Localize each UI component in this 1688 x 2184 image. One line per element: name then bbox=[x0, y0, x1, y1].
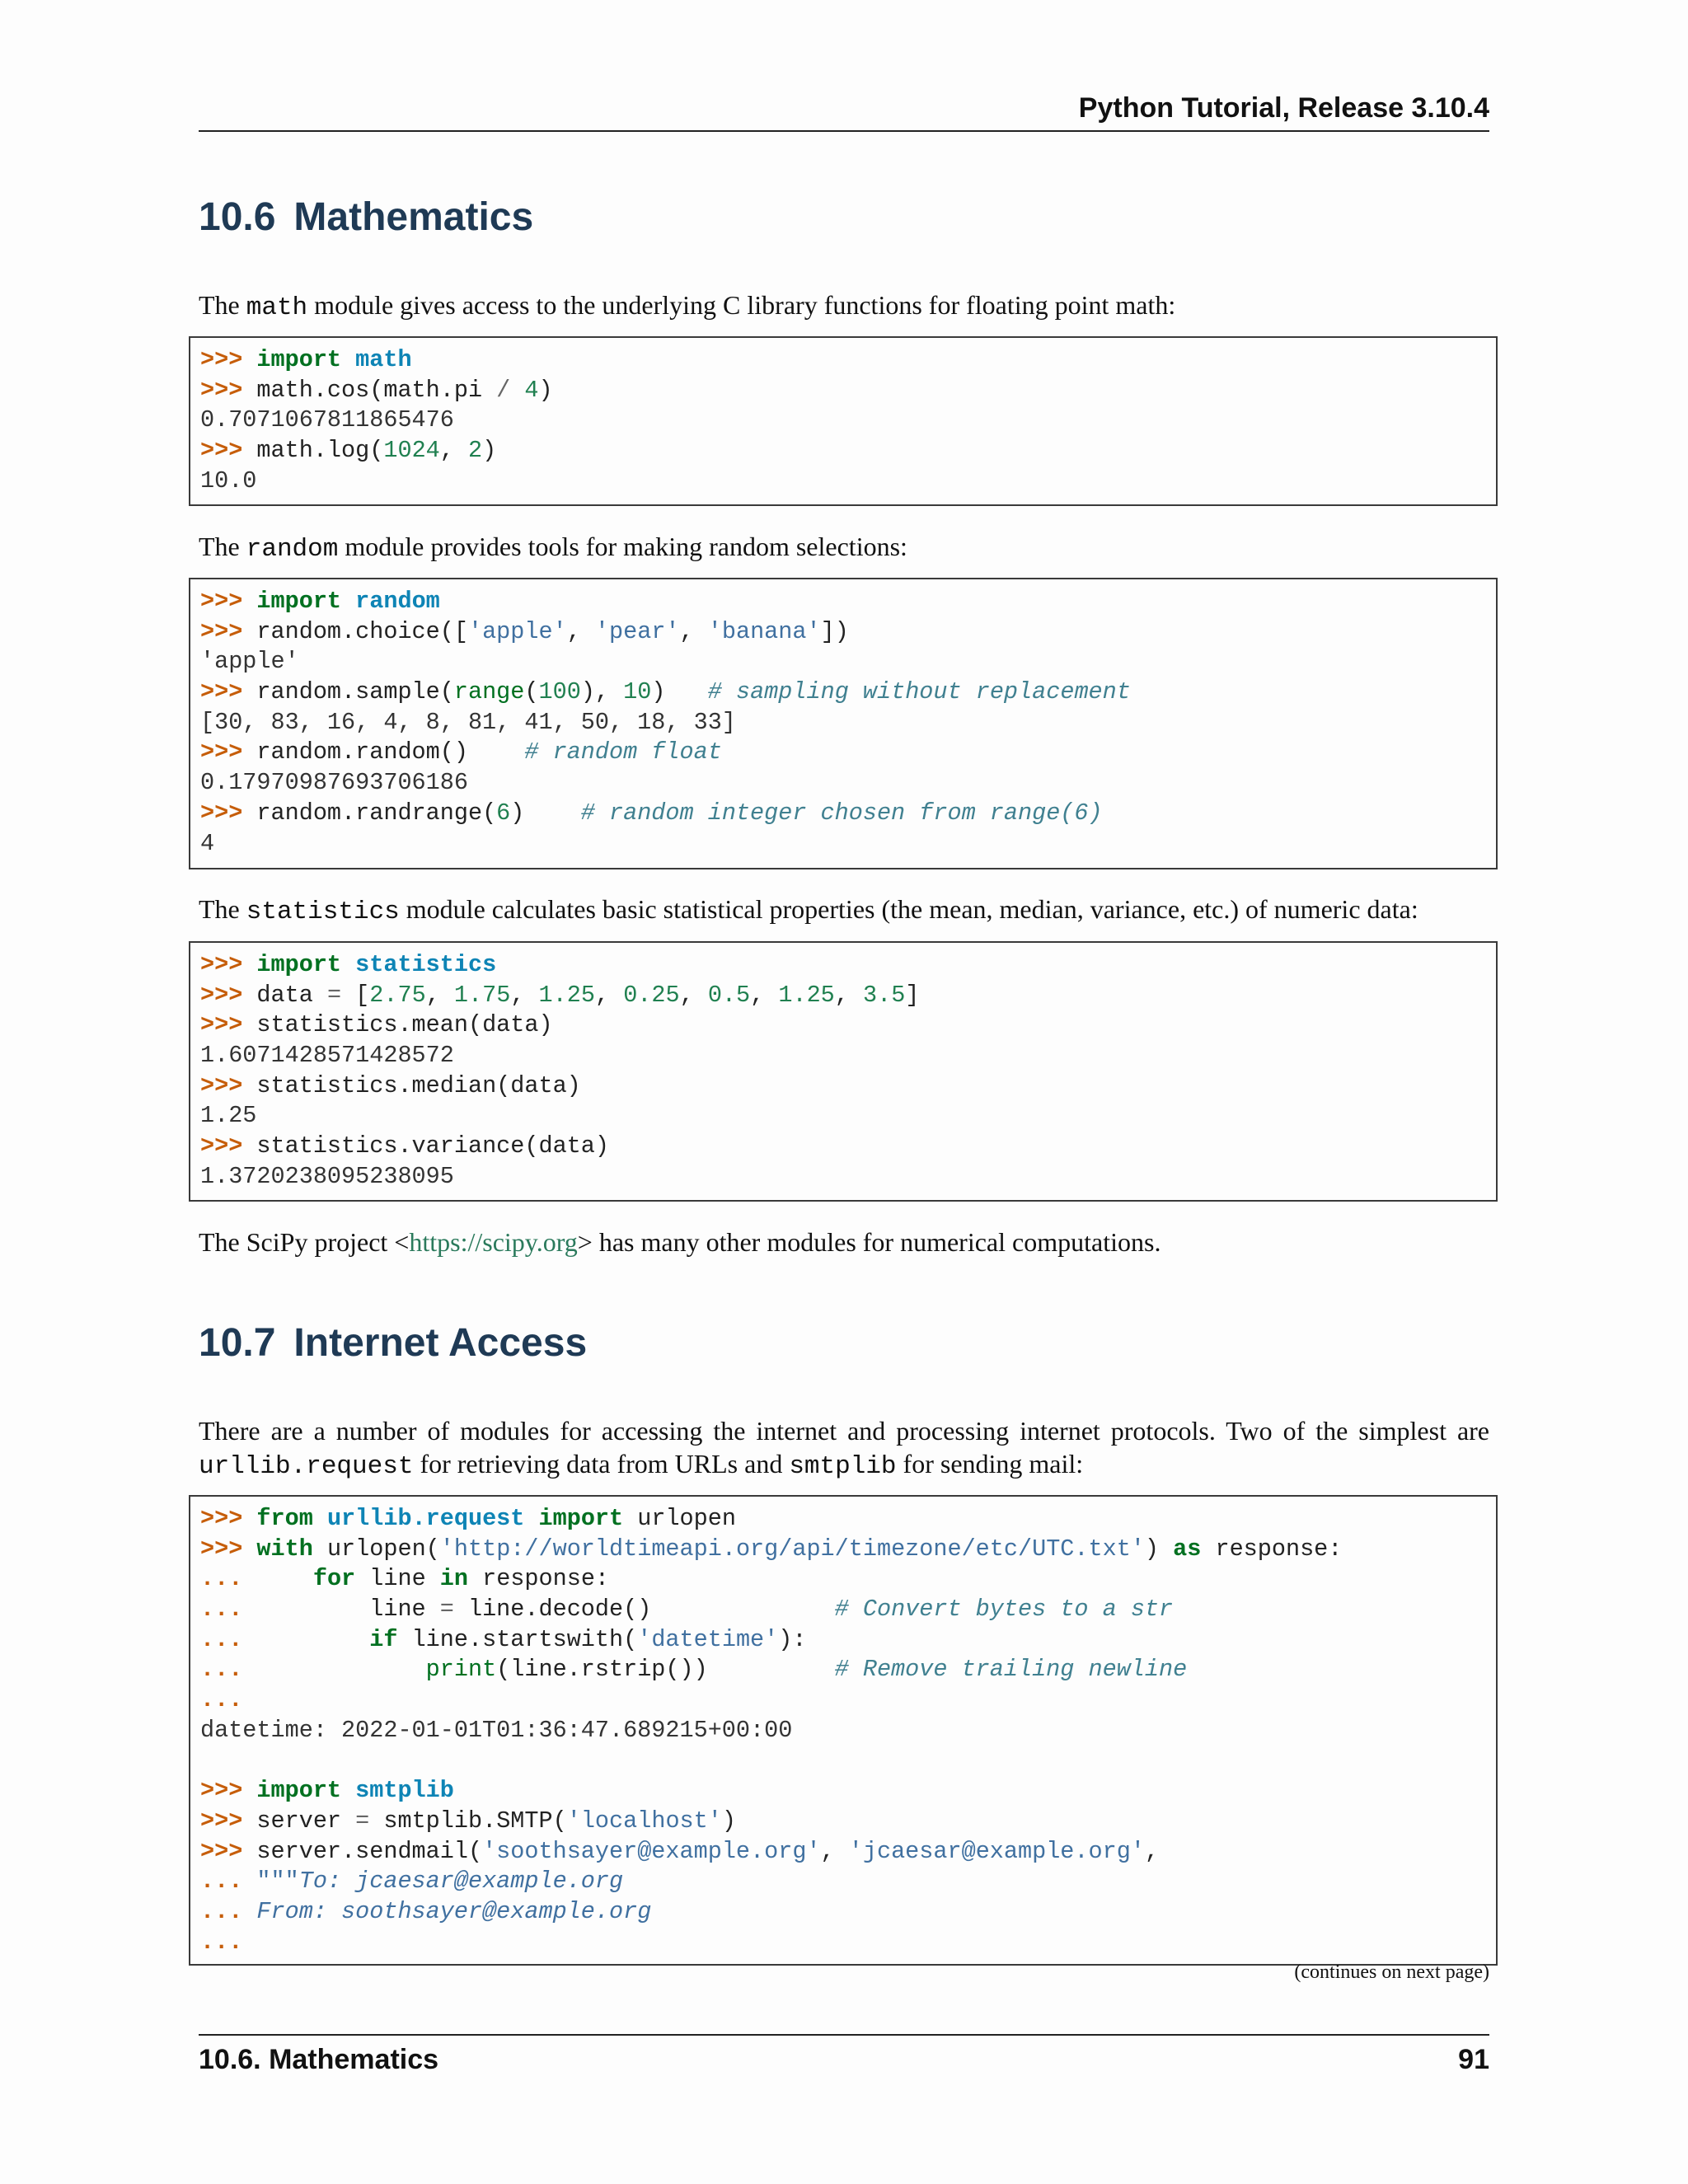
code-line bbox=[200, 436, 1486, 466]
section-heading-internet-access bbox=[199, 1320, 587, 1366]
code-token: line bbox=[256, 1596, 440, 1624]
output-token: 'apple' bbox=[200, 648, 299, 676]
prompt-token: ... bbox=[200, 1565, 257, 1593]
prompt-token: >>> bbox=[200, 1535, 257, 1563]
keyword-token: import bbox=[256, 588, 342, 615]
module-name-token: urllib.request bbox=[326, 1505, 525, 1532]
string-token: 'banana' bbox=[707, 617, 821, 645]
number-token: 6 bbox=[496, 799, 511, 827]
section-title: Mathematics bbox=[293, 195, 534, 239]
code-token: urlopen bbox=[623, 1505, 736, 1532]
number-token: 0.5 bbox=[707, 981, 751, 1009]
code-block-math bbox=[189, 336, 1498, 506]
prompt-token: ... bbox=[200, 1596, 257, 1624]
string-token: 'datetime' bbox=[637, 1625, 779, 1653]
code-line bbox=[200, 950, 1486, 981]
prompt-token: >>> bbox=[200, 951, 257, 978]
code-token: statistics.median(data) bbox=[256, 1071, 581, 1099]
footer-section-title: 10.6. Mathematics bbox=[199, 2044, 439, 2075]
comment-token: # sampling without replacement bbox=[707, 678, 1131, 706]
code-token: , bbox=[566, 617, 595, 645]
code-token: , bbox=[594, 981, 624, 1009]
paragraph-math-intro bbox=[199, 288, 1489, 325]
code-token: ) bbox=[721, 1807, 736, 1835]
code-token: data bbox=[256, 981, 327, 1009]
output-token: 1.25 bbox=[200, 1102, 257, 1130]
prompt-token: ... bbox=[200, 1897, 257, 1925]
module-name-token: math bbox=[355, 346, 412, 373]
output-token: 0.17970987693706186 bbox=[200, 769, 468, 797]
paragraph-statistics-intro bbox=[199, 893, 1489, 929]
prompt-token: >>> bbox=[200, 1837, 257, 1865]
number-token: 10 bbox=[623, 678, 652, 706]
code-line bbox=[200, 708, 1486, 738]
number-token: 3.5 bbox=[863, 981, 906, 1009]
code-token: , bbox=[750, 981, 779, 1009]
number-token: 1.75 bbox=[453, 981, 511, 1009]
code-line bbox=[200, 768, 1486, 799]
code-line bbox=[200, 405, 1486, 436]
code-token bbox=[313, 1505, 327, 1532]
text: for sending mail: bbox=[896, 1449, 1084, 1479]
code-line bbox=[200, 345, 1486, 376]
code-token bbox=[524, 1505, 538, 1532]
code-token: random.random() bbox=[256, 738, 525, 766]
output-token: [30, 83, 16, 4, 8, 81, 41, 50, 18, 33] bbox=[200, 708, 736, 736]
string-token: 'soothsayer@example.org' bbox=[482, 1837, 821, 1865]
text: module calculates basic statistical properties (the mean, median, variance, etc.) of numeric data: bbox=[399, 894, 1418, 924]
code-line bbox=[200, 1837, 1486, 1868]
keyword-token: with bbox=[256, 1535, 313, 1563]
docstring-token: To: jcaesar@example.org bbox=[298, 1868, 624, 1896]
footer-rule bbox=[199, 2034, 1489, 2036]
builtin-token: print bbox=[425, 1656, 497, 1684]
inline-code-smtplib: smtplib bbox=[789, 1452, 897, 1481]
prompt-token: >>> bbox=[200, 617, 257, 645]
comment-token: # random integer chosen from range(6) bbox=[580, 799, 1103, 827]
operator-token: = bbox=[439, 1596, 454, 1624]
paragraph-random-intro bbox=[199, 530, 1489, 566]
builtin-token: range bbox=[453, 678, 525, 706]
code-token: , bbox=[439, 437, 468, 465]
string-token: 'localhost' bbox=[566, 1807, 722, 1835]
number-token: 1.25 bbox=[778, 981, 835, 1009]
code-line bbox=[200, 1041, 1486, 1071]
module-name-token: statistics bbox=[355, 951, 497, 978]
code-line bbox=[200, 829, 1486, 860]
code-line bbox=[200, 1655, 1486, 1685]
output-token: 1.6071428571428572 bbox=[200, 1042, 454, 1070]
code-line bbox=[200, 799, 1486, 829]
code-block-random bbox=[189, 578, 1498, 869]
code-token bbox=[341, 346, 355, 373]
number-token: 0.25 bbox=[623, 981, 680, 1009]
output-token: 0.7071067811865476 bbox=[200, 406, 454, 434]
text: The bbox=[199, 894, 246, 924]
prompt-token: >>> bbox=[200, 1071, 257, 1099]
code-line bbox=[200, 376, 1486, 406]
code-token: , bbox=[679, 981, 708, 1009]
code-token: statistics.variance(data) bbox=[256, 1132, 609, 1160]
inline-code-random: random bbox=[246, 535, 339, 564]
code-line bbox=[200, 1685, 1486, 1716]
code-token: statistics.mean(data) bbox=[256, 1011, 553, 1039]
operator-token: / bbox=[496, 376, 511, 404]
code-line bbox=[200, 981, 1486, 1011]
code-token: , bbox=[510, 981, 539, 1009]
code-token: response: bbox=[468, 1565, 610, 1593]
code-line bbox=[200, 1101, 1486, 1132]
keyword-token: import bbox=[256, 346, 342, 373]
code-token: ) bbox=[482, 437, 497, 465]
code-line bbox=[200, 1132, 1486, 1162]
number-token: 1024 bbox=[383, 437, 440, 465]
code-token: ]) bbox=[820, 617, 849, 645]
string-token: 'http://worldtimeapi.org/api/timezone/etc/UTC.txt' bbox=[439, 1535, 1145, 1563]
code-line bbox=[200, 1807, 1486, 1837]
keyword-token: from bbox=[256, 1505, 313, 1532]
prompt-token: >>> bbox=[200, 981, 257, 1009]
number-token: 2 bbox=[468, 437, 483, 465]
prompt-token: >>> bbox=[200, 1132, 257, 1160]
prompt-token: ... bbox=[200, 1656, 257, 1684]
prompt-token: >>> bbox=[200, 376, 257, 404]
code-line bbox=[200, 1595, 1486, 1625]
code-token bbox=[256, 1626, 369, 1653]
string-token: """ bbox=[256, 1868, 299, 1896]
keyword-token: for bbox=[312, 1565, 356, 1593]
number-token: 4 bbox=[524, 376, 539, 404]
code-token bbox=[510, 377, 524, 404]
code-token: math.cos(math.pi bbox=[256, 376, 497, 404]
prompt-token: >>> bbox=[200, 588, 257, 615]
code-line bbox=[200, 1746, 1486, 1777]
code-token bbox=[256, 1565, 312, 1592]
code-token: ), bbox=[580, 678, 624, 706]
code-line bbox=[200, 1010, 1486, 1041]
keyword-token: in bbox=[439, 1565, 468, 1593]
header-rule bbox=[199, 130, 1489, 132]
code-token: random.randrange( bbox=[256, 799, 497, 827]
prompt-token: >>> bbox=[200, 1807, 257, 1835]
code-block-internet bbox=[189, 1495, 1498, 1966]
code-token: ) bbox=[510, 799, 581, 827]
code-line bbox=[200, 1776, 1486, 1807]
code-token: , bbox=[834, 981, 863, 1009]
code-line bbox=[200, 587, 1486, 617]
code-token bbox=[341, 1777, 355, 1804]
code-line bbox=[200, 1625, 1486, 1656]
prompt-token: >>> bbox=[200, 1777, 257, 1805]
module-name-token: smtplib bbox=[355, 1777, 454, 1805]
text: The bbox=[199, 290, 246, 320]
code-token: math.log( bbox=[256, 437, 384, 465]
code-line bbox=[200, 1162, 1486, 1193]
page-number: 91 bbox=[1458, 2044, 1489, 2075]
code-token: ) bbox=[538, 376, 553, 404]
code-token: , bbox=[820, 1837, 849, 1865]
prompt-token: >>> bbox=[200, 678, 257, 706]
code-token: , bbox=[1144, 1837, 1160, 1865]
code-line bbox=[200, 1504, 1486, 1535]
code-token: line bbox=[355, 1565, 440, 1593]
running-header-title: Python Tutorial, Release 3.10.4 bbox=[1078, 92, 1489, 124]
docstring-token: From: soothsayer@example.org bbox=[256, 1897, 652, 1925]
inline-code-urllib-request: urllib.request bbox=[199, 1452, 414, 1481]
operator-token: = bbox=[355, 1807, 370, 1835]
inline-code-statistics: statistics bbox=[246, 898, 400, 926]
code-block-statistics bbox=[189, 941, 1498, 1202]
code-line bbox=[200, 1897, 1486, 1928]
code-token: (line.rstrip()) bbox=[496, 1656, 835, 1684]
output-token: 1.3720238095238095 bbox=[200, 1162, 454, 1190]
text: The SciPy project < bbox=[199, 1227, 410, 1257]
code-line bbox=[200, 647, 1486, 677]
prompt-token: >>> bbox=[200, 346, 257, 373]
section-heading-mathematics bbox=[199, 194, 533, 240]
prompt-token: >>> bbox=[200, 799, 257, 827]
string-token: 'jcaesar@example.org' bbox=[848, 1837, 1145, 1865]
keyword-token: import bbox=[256, 1777, 342, 1805]
output-token: datetime: 2022-01-01T01:36:47.689215+00:00 bbox=[200, 1716, 793, 1744]
code-token: random.sample( bbox=[256, 678, 454, 706]
code-line bbox=[200, 1867, 1486, 1897]
code-token: random.choice([ bbox=[256, 617, 468, 645]
code-line bbox=[200, 1564, 1486, 1595]
code-line bbox=[200, 466, 1486, 497]
code-token: server.sendmail( bbox=[256, 1837, 483, 1865]
code-token: line.startswith( bbox=[397, 1625, 638, 1653]
section-number: 10.7 bbox=[199, 1321, 276, 1365]
code-token bbox=[256, 1656, 425, 1683]
text: for retrieving data from URLs and bbox=[413, 1449, 790, 1479]
code-token bbox=[341, 951, 355, 978]
code-token: ] bbox=[905, 981, 920, 1009]
code-token: ( bbox=[524, 678, 539, 706]
keyword-token: import bbox=[538, 1505, 624, 1532]
operator-token: = bbox=[326, 981, 342, 1009]
code-line bbox=[200, 1071, 1486, 1102]
code-token: ) bbox=[651, 678, 708, 706]
number-token: 1.25 bbox=[538, 981, 595, 1009]
paragraph-internet-intro bbox=[199, 1414, 1489, 1483]
output-token: 10.0 bbox=[200, 466, 257, 494]
keyword-token: import bbox=[256, 951, 342, 978]
code-token: line.decode() bbox=[453, 1596, 835, 1624]
code-line bbox=[200, 1928, 1486, 1958]
keyword-token: if bbox=[369, 1625, 398, 1653]
text: There are a number of modules for accessing the internet and processing internet protocols. Two of the simplest are bbox=[199, 1416, 1489, 1446]
prompt-token: ... bbox=[200, 1868, 257, 1896]
number-token: 100 bbox=[538, 678, 581, 706]
comment-token: # Convert bytes to a str bbox=[834, 1596, 1174, 1624]
code-line bbox=[200, 677, 1486, 708]
paragraph-scipy bbox=[199, 1226, 1489, 1258]
output-token: 4 bbox=[200, 829, 215, 857]
code-token: [ bbox=[341, 981, 370, 1009]
text: > has many other modules for numerical computations. bbox=[577, 1227, 1161, 1257]
code-token bbox=[341, 588, 355, 615]
prompt-token: >>> bbox=[200, 1011, 257, 1039]
module-name-token: random bbox=[355, 588, 440, 615]
inline-code-math: math bbox=[246, 293, 308, 322]
comment-token: # random float bbox=[524, 738, 722, 766]
prompt-token: >>> bbox=[200, 738, 257, 766]
code-token: response: bbox=[1201, 1535, 1343, 1563]
section-number: 10.6 bbox=[199, 195, 276, 239]
code-line bbox=[200, 1716, 1486, 1746]
keyword-token: as bbox=[1173, 1535, 1202, 1563]
prompt-token: ... bbox=[200, 1928, 243, 1956]
code-line bbox=[200, 617, 1486, 648]
string-token: 'apple' bbox=[467, 617, 567, 645]
code-token: , bbox=[679, 617, 708, 645]
text: module gives access to the underlying C library functions for floating point math: bbox=[307, 290, 1176, 320]
prompt-token: >>> bbox=[200, 437, 257, 465]
prompt-token: ... bbox=[200, 1625, 257, 1653]
string-token: 'pear' bbox=[594, 617, 680, 645]
text: The bbox=[199, 532, 246, 561]
comment-token: # Remove trailing newline bbox=[834, 1656, 1188, 1684]
continues-note: (continues on next page) bbox=[1294, 1961, 1489, 1983]
prompt-token: >>> bbox=[200, 1505, 257, 1532]
text: module provides tools for making random selections: bbox=[338, 532, 907, 561]
number-token: 2.75 bbox=[369, 981, 426, 1009]
code-line bbox=[200, 738, 1486, 768]
code-line bbox=[200, 1535, 1486, 1565]
scipy-link[interactable]: https://scipy.org bbox=[409, 1227, 578, 1257]
prompt-token: ... bbox=[200, 1686, 243, 1714]
code-token: ) bbox=[1144, 1535, 1174, 1563]
code-token: smtplib.SMTP( bbox=[369, 1807, 567, 1835]
section-title: Internet Access bbox=[293, 1321, 588, 1365]
code-token: server bbox=[256, 1807, 356, 1835]
code-token: , bbox=[425, 981, 454, 1009]
code-token: ): bbox=[778, 1625, 807, 1653]
code-token: urlopen( bbox=[312, 1535, 440, 1563]
